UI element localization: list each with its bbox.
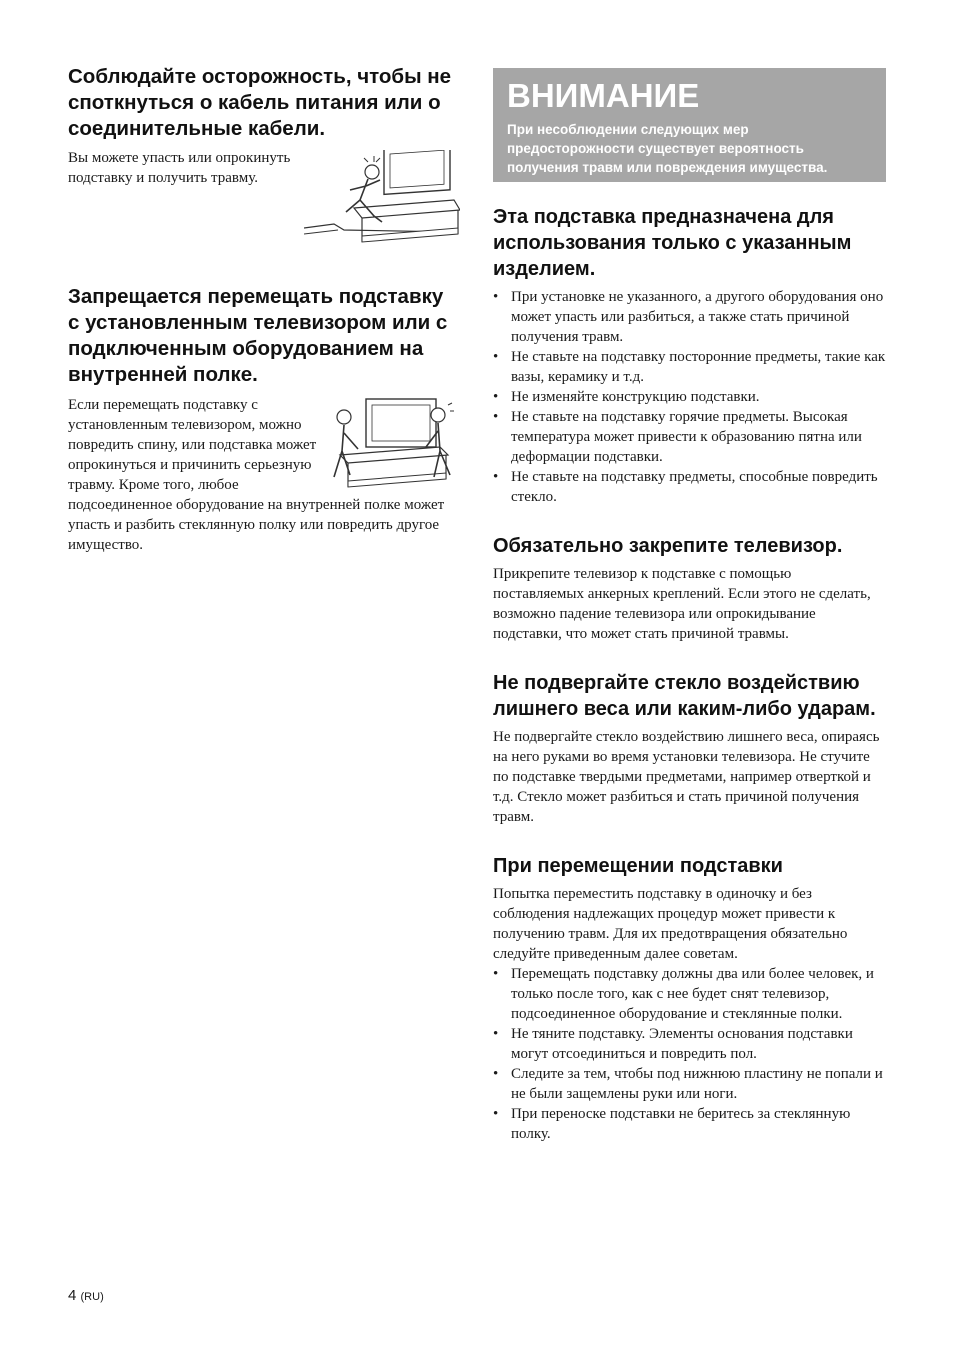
moving-hazard-section	[68, 284, 460, 555]
tripping-person-illustration	[304, 150, 460, 250]
right-column	[493, 68, 886, 1174]
trip-hazard-body: Вы можете упасть или опрокинуть подставку и получить травму.	[68, 150, 291, 186]
secure-tv-body: Прикрепите телевизор к подставке с помощью поставляемых анкерных креплений. Если этого не сделать, возможно падение телевизора или опрокидывание подставки, что может стать причиной травмы.	[493, 566, 871, 642]
glass-title: Не подвергайте стекло воздействию лишнего веса или каким-либо ударам.	[493, 672, 876, 720]
list-item: • Не изменяйте конструкцию подставки.	[493, 387, 886, 407]
page-number	[68, 1287, 104, 1304]
intended-use-section	[493, 204, 886, 507]
list-item: • При установке не указанного, а другого оборудования оно может упасть или разбиться, а также стать причиной получения травм.	[493, 287, 886, 347]
glass-section	[493, 670, 886, 827]
glass-body: Не подвергайте стекло воздействию лишнего веса, опираясь на него руками во время установки телевизора. Не стучите по подставке твердыми предметами, например отверткой и т.д. Стекло может разбиться и стать причиной получения травм.	[493, 729, 880, 825]
list-item: • При переноске подставки не беритесь за стеклянную полку.	[493, 1104, 886, 1144]
list-item: • Не ставьте на подставку посторонние предметы, такие как вазы, керамику и т.д.	[493, 347, 886, 387]
trip-hazard-title: Соблюдайте осторожность, чтобы не споткнуться о кабель питания или о соединительные кабели.	[68, 65, 452, 140]
moving-stand-title: При перемещении подставки	[493, 855, 783, 877]
caution-box	[493, 68, 886, 182]
list-item: • Следите за тем, чтобы под нижнюю пластину не попали и не были защемлены руки или ноги.	[493, 1064, 886, 1104]
moving-hazard-body-wrap	[68, 395, 460, 555]
moving-hazard-title: Запрещается перемещать подставку с установленным телевизором или с подключенным оборудованием на внутренней полке.	[68, 285, 448, 386]
page-number-value: 4	[68, 1287, 77, 1304]
left-column	[68, 64, 460, 585]
two-people-carrying-stand-illustration	[322, 395, 460, 495]
list-item: • Перемещать подставку должны два или более человек, и только после того, как с нее будет снят телевизор, подсоединенное оборудование и стеклянные полки.	[493, 964, 886, 1024]
list-item: • Не ставьте на подставку предметы, способные повредить стекло.	[493, 467, 886, 507]
list-item: • Не тяните подставку. Элементы основания подставки могут отсоединиться и повредить пол.	[493, 1024, 886, 1064]
secure-tv-section	[493, 533, 886, 644]
list-item: • Не ставьте на подставку горячие предметы. Высокая температура может привести к образованию пятна или деформации подставки.	[493, 407, 886, 467]
secure-tv-title: Обязательно закрепите телевизор.	[493, 535, 843, 557]
intended-use-list	[493, 287, 886, 507]
moving-hazard-body: Если перемещать подставку с установленным телевизором, можно повредить спину, или подставка может опрокинуться и причинить серьезную травму. Кроме того, любое подсоединенное оборудование на внутренней полке может упасть и разбить стеклянную полку или повредить другое имущество.	[68, 397, 445, 553]
moving-stand-section	[493, 853, 886, 1144]
trip-hazard-section	[68, 64, 460, 250]
moving-stand-body: Попытка переместить подставку в одиночку и без соблюдения надлежащих процедур может привести к получению травм. Для их предотвращения обязательно следуйте приведенным далее советам.	[493, 886, 848, 962]
intended-use-title: Эта подставка предназначена для использования только с указанным изделием.	[493, 206, 852, 280]
caution-title: ВНИМАНИЕ	[507, 77, 700, 114]
caution-text: При несоблюдении следующих мер предосторожности существует вероятность получения травм или повреждения имущества.	[507, 122, 828, 175]
moving-stand-list	[493, 964, 886, 1144]
trip-hazard-body-wrap	[68, 148, 460, 250]
page-language: (RU)	[80, 1291, 104, 1303]
